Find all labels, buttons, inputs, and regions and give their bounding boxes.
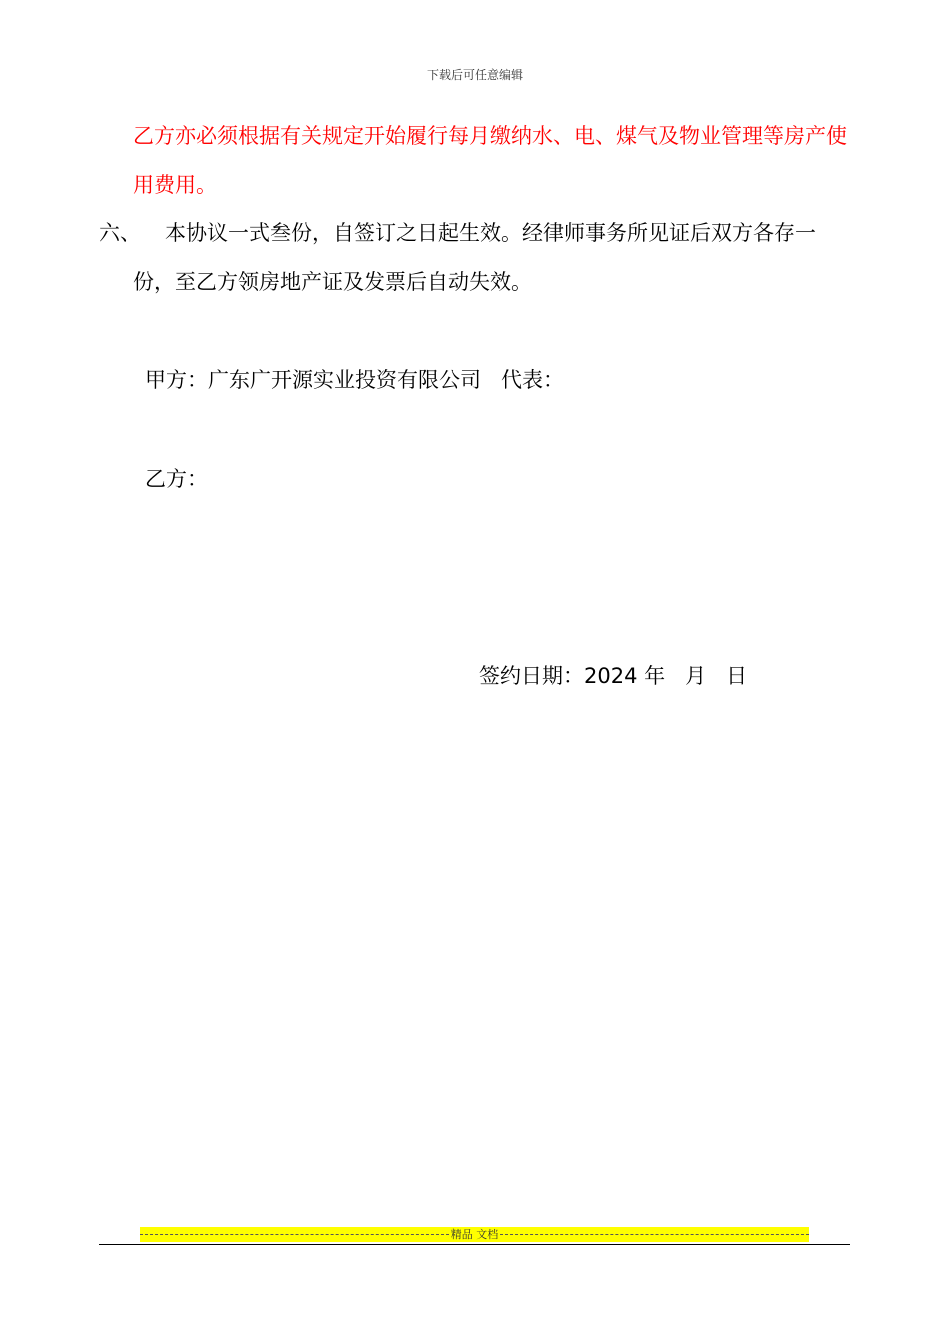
clause-six-text: 本协议一式叁份，自签订之日起生效。经律师事务所见证后双方各存一份，至乙方领房地产证及发票后自动失效。 [133, 221, 816, 294]
party-b-signature-line: 乙方： [145, 467, 208, 491]
footer-label: 精品 文档 [450, 1228, 499, 1241]
party-a-signature-line: 甲方：广东广开源实业投资有限公司 代表： [145, 368, 565, 392]
signing-date-line: 签约日期：2024 年 月 日 [479, 664, 748, 688]
page-header: 下载后可任意编辑 [426, 68, 523, 82]
footer-divider [99, 1244, 850, 1245]
footer-highlight-band [140, 1227, 809, 1242]
red-clause-paragraph: 乙方亦必须根据有关规定开始履行每月缴纳水、电、煤气及物业管理等房产使用费用。 [133, 124, 847, 197]
footer-dashes-left [140, 1227, 449, 1242]
footer-dashes-right [500, 1227, 809, 1242]
clause-six-number: 六、 [99, 221, 141, 245]
